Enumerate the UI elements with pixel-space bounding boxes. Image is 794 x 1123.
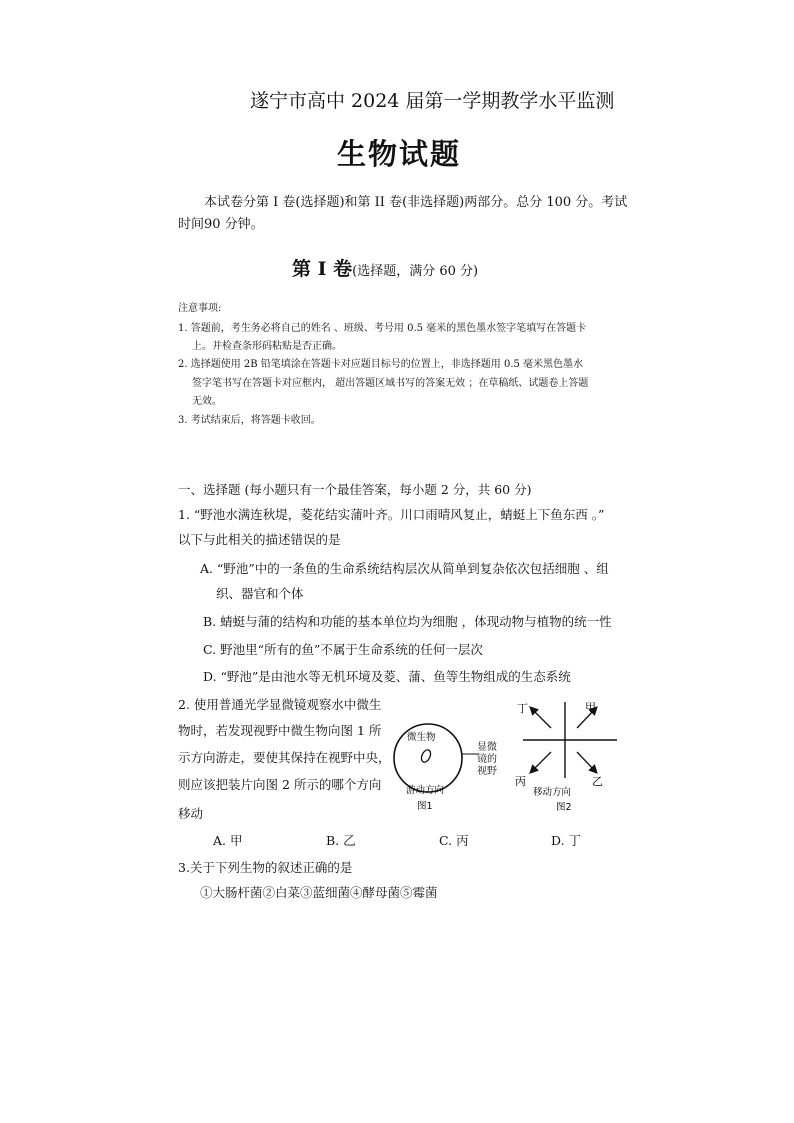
fig1-caption-direction: 游动方向 <box>406 785 445 796</box>
q1-option-b: B. 蜻蜓与蒲的结构和功能的基本单位均为细胞 ，体现动物与植物的统一性 <box>203 614 612 629</box>
figure-1-microscope-field <box>388 718 488 814</box>
label-bing: 丙 <box>515 775 526 788</box>
field-side-label-line: 显微 <box>477 742 497 753</box>
q1-option-d: D. “野池”是由池水等无机环境及菱、蒲、鱼等生物组成的生态系统 <box>203 669 571 684</box>
q2-stem-line: 物时，若发现视野中微生物向图 1 所 <box>178 723 382 738</box>
q2-stem-line: 移动 <box>178 806 204 821</box>
q1-option-c: C. 野池里“所有的鱼”不属于生命系统的任何一层次 <box>203 642 483 657</box>
volume-label: 第 Ⅰ 卷 <box>292 258 353 280</box>
fig2-caption-direction: 移动方向 <box>533 787 572 798</box>
arrow-yi <box>577 752 596 772</box>
section-heading: 一、选择题 (每小题只有一个最佳答案，每小题 2 分，共 60 分) <box>178 482 532 497</box>
subject-title: 生物试题 <box>337 137 462 171</box>
notice-line: 无效。 <box>192 396 222 407</box>
notice-line: 上。并检查条形码粘贴是否正确。 <box>192 341 342 352</box>
label-ding: 丁 <box>517 702 528 715</box>
fig1-caption: 图1 <box>417 801 433 812</box>
notice-line: 2. 选择题使用 2B 铅笔填涂在答题卡对应题目标号的位置上，非选择题用 0.5 毫米黑色墨水 <box>178 359 584 370</box>
q1-option-a-cont: 织、器官和个体 <box>216 586 304 601</box>
q3-items: ①大肠杆菌②白菜③蓝细菌④酵母菌⑤霉菌 <box>200 885 438 900</box>
q1-option-a: A. “野池”中的一条鱼的生命系统结构层次从简单到复杂依次包括细胞 、组 <box>200 561 609 576</box>
figure-2-directions <box>505 696 620 814</box>
q1-stem-line1: 1. “野池水满连秋堤，菱花结实蒲叶齐。川口雨晴风复止，蜻蜓上下鱼东西 。” <box>178 507 605 522</box>
notice-heading: 注意事项: <box>178 303 222 314</box>
arrow-bing <box>531 752 551 772</box>
microbe-label: 微生物 <box>407 732 436 743</box>
q2-stem-line: 则应该把装片向图 2 所示的哪个方向 <box>178 777 382 792</box>
q2-stem-line: 示方向游走，要使其保持在视野中央， <box>178 750 391 765</box>
q1-stem-line2: 以下与此相关的描述错误的是 <box>178 532 341 547</box>
label-jia: 甲 <box>585 701 596 714</box>
field-side-label-line: 镜的 <box>477 754 497 765</box>
label-yi: 乙 <box>592 775 603 788</box>
q2-option-a: A. 甲 <box>213 833 243 848</box>
volume-note: (选择题，满分 60 分) <box>352 264 479 279</box>
notice-line: 签字笔书写在答题卡对应框内， 超出答题区域书写的答案无效 ；在草稿纸、试题卷上答题 <box>192 378 589 389</box>
notice-line: 1. 答题前，考生务必将自己的姓名 、班级、考号用 0.5 毫米的黑色墨水签字笔填写在答题卡 <box>178 323 587 334</box>
volume-heading <box>292 254 478 281</box>
q3-stem: 3.关于下列生物的叙述正确的是 <box>178 860 353 875</box>
q2-stem-line: 2. 使用普通光学显微镜观察水中微生 <box>178 697 382 712</box>
fig2-caption: 图2 <box>556 802 572 813</box>
microbe-shape <box>420 748 433 763</box>
q2-option-b: B. 乙 <box>326 833 356 848</box>
field-side-label-line: 视野 <box>477 766 497 777</box>
arrow-ding <box>531 708 551 728</box>
intro-paragraph: 本试卷分第 I 卷(选择题)和第 II 卷(非选择题)两部分。总分 100 分。考试时间90 分钟。 <box>178 195 628 232</box>
exam-title: 遂宁市高中 2024 届第一学期教学水平监测 <box>250 90 615 112</box>
q2-option-c: C. 丙 <box>439 833 469 848</box>
field-side-label <box>477 742 497 778</box>
q2-option-d: D. 丁 <box>551 833 582 848</box>
notice-line: 3. 考试结束后，将答题卡收回。 <box>178 415 321 426</box>
